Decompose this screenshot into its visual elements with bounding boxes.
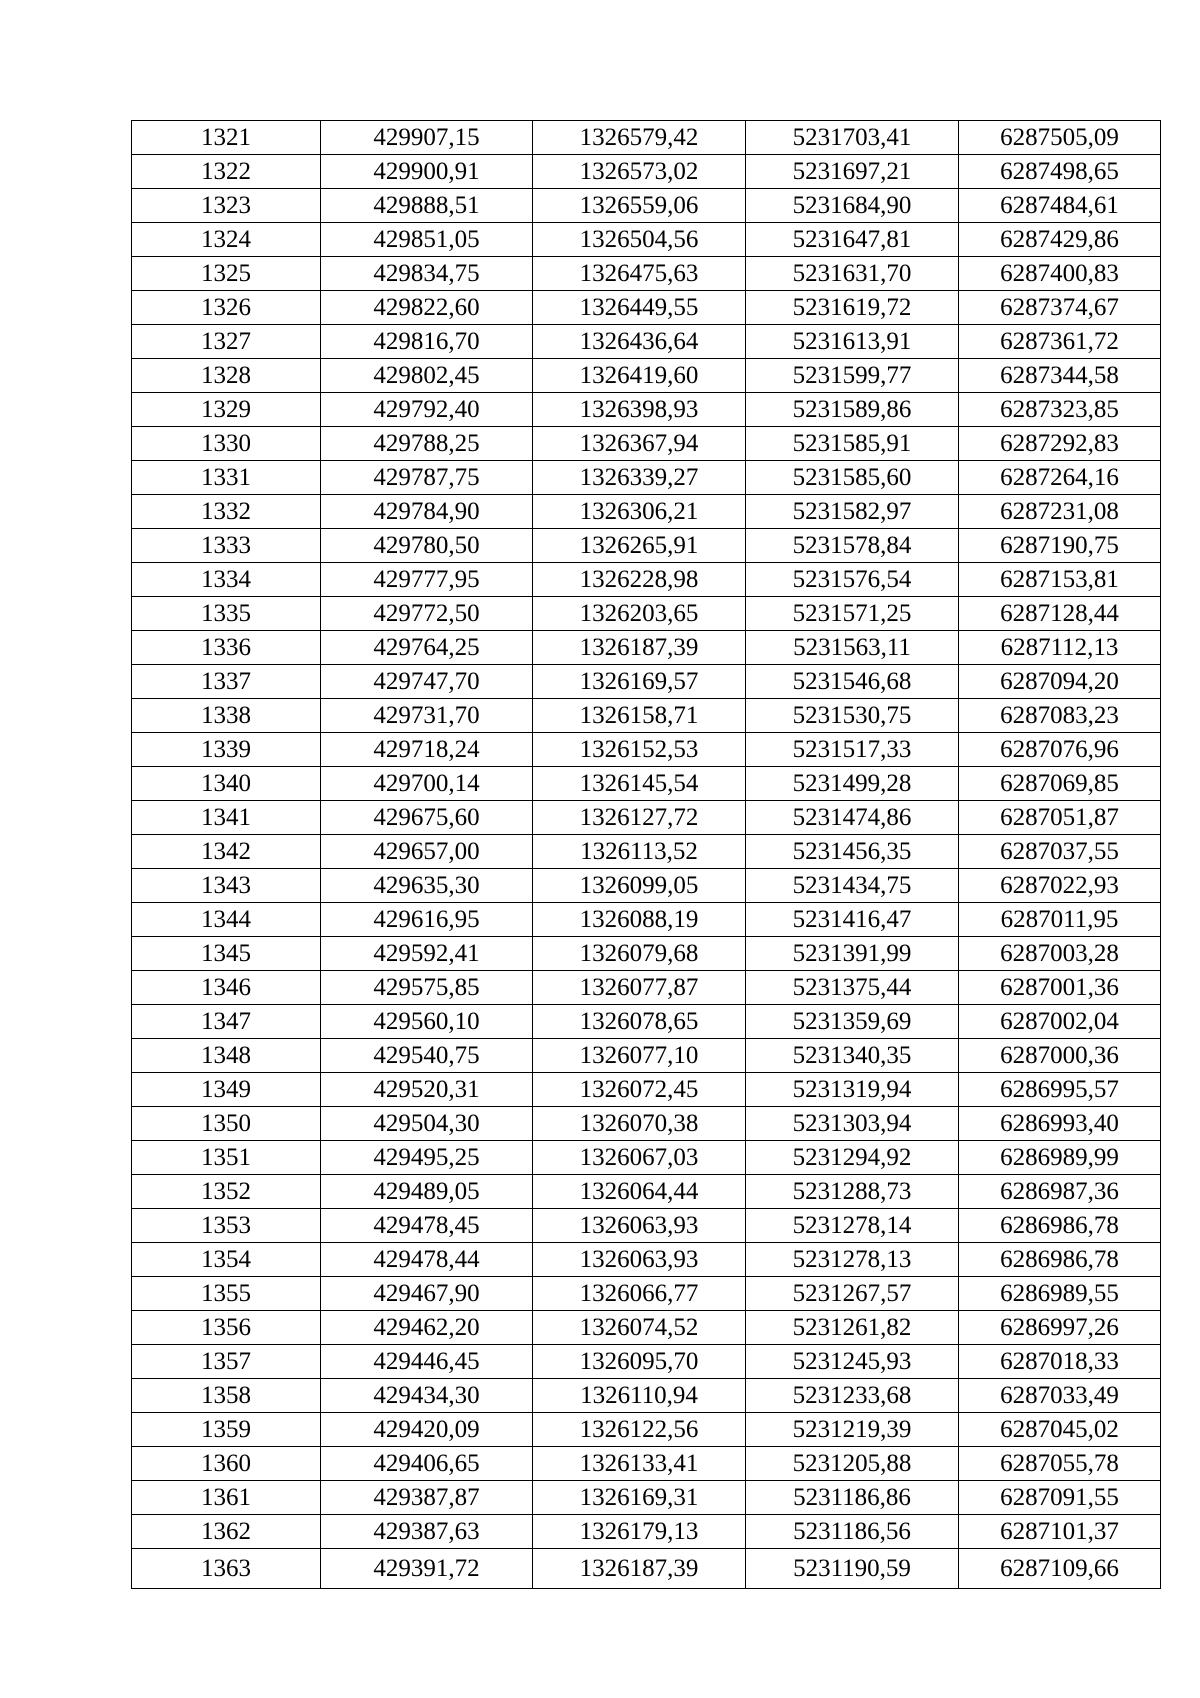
table-cell: 5231391,99 (746, 937, 959, 971)
table-cell: 6287429,86 (959, 223, 1161, 257)
table-cell: 1326064,44 (533, 1175, 746, 1209)
table-cell: 429478,44 (321, 1243, 533, 1277)
point-number-cell: 1343 (132, 869, 321, 903)
table-cell: 429504,30 (321, 1107, 533, 1141)
point-number-cell: 1342 (132, 835, 321, 869)
table-cell: 1326066,77 (533, 1277, 746, 1311)
table-cell: 5231340,35 (746, 1039, 959, 1073)
table-cell: 1326449,55 (533, 291, 746, 325)
table-cell: 6287018,33 (959, 1345, 1161, 1379)
table-cell: 6287400,83 (959, 257, 1161, 291)
table-row (132, 631, 1161, 665)
table-cell: 6287344,58 (959, 359, 1161, 393)
table-cell: 429489,05 (321, 1175, 533, 1209)
table-cell: 6287094,20 (959, 665, 1161, 699)
table-cell: 6287498,65 (959, 155, 1161, 189)
table-cell: 1326133,41 (533, 1447, 746, 1481)
point-number-cell: 1352 (132, 1175, 321, 1209)
point-number-cell: 1345 (132, 937, 321, 971)
point-number-cell: 1336 (132, 631, 321, 665)
table-cell: 1326579,42 (533, 121, 746, 155)
table-cell: 5231375,44 (746, 971, 959, 1005)
table-cell: 6287045,02 (959, 1413, 1161, 1447)
table-cell: 6286997,26 (959, 1311, 1161, 1345)
table-row (132, 1515, 1161, 1549)
table-cell: 1326113,52 (533, 835, 746, 869)
table-cell: 1326078,65 (533, 1005, 746, 1039)
table-row (132, 1141, 1161, 1175)
table-cell: 429406,65 (321, 1447, 533, 1481)
table-cell: 429592,41 (321, 937, 533, 971)
table-cell: 429834,75 (321, 257, 533, 291)
point-number-cell: 1326 (132, 291, 321, 325)
table-cell: 6287374,67 (959, 291, 1161, 325)
table-row (132, 903, 1161, 937)
table-cell: 1326419,60 (533, 359, 746, 393)
table-cell: 1326088,19 (533, 903, 746, 937)
table-cell: 5231697,21 (746, 155, 959, 189)
table-cell: 5231434,75 (746, 869, 959, 903)
table-row (132, 767, 1161, 801)
coordinates-table (131, 120, 1161, 1589)
table-row (132, 427, 1161, 461)
table-cell: 1326077,10 (533, 1039, 746, 1073)
coordinates-table-body (132, 121, 1161, 1589)
table-row (132, 1345, 1161, 1379)
table-cell: 6287033,49 (959, 1379, 1161, 1413)
table-row (132, 291, 1161, 325)
table-cell: 429560,10 (321, 1005, 533, 1039)
table-cell: 1326339,27 (533, 461, 746, 495)
table-row (132, 563, 1161, 597)
table-cell: 1326265,91 (533, 529, 746, 563)
table-cell: 1326559,06 (533, 189, 746, 223)
table-cell: 5231186,86 (746, 1481, 959, 1515)
table-cell: 5231359,69 (746, 1005, 959, 1039)
table-cell: 429900,91 (321, 155, 533, 189)
point-number-cell: 1322 (132, 155, 321, 189)
table-row (132, 1549, 1161, 1589)
table-cell: 6287190,75 (959, 529, 1161, 563)
table-cell: 5231599,77 (746, 359, 959, 393)
table-row (132, 1243, 1161, 1277)
table-cell: 6286995,57 (959, 1073, 1161, 1107)
point-number-cell: 1347 (132, 1005, 321, 1039)
table-row (132, 1277, 1161, 1311)
table-cell: 5231416,47 (746, 903, 959, 937)
point-number-cell: 1329 (132, 393, 321, 427)
table-cell: 6287112,13 (959, 631, 1161, 665)
table-cell: 1326063,93 (533, 1209, 746, 1243)
table-cell: 6287109,66 (959, 1549, 1161, 1589)
table-cell: 1326367,94 (533, 427, 746, 461)
table-cell: 5231578,84 (746, 529, 959, 563)
table-cell: 429520,31 (321, 1073, 533, 1107)
point-number-cell: 1360 (132, 1447, 321, 1481)
table-cell: 1326398,93 (533, 393, 746, 427)
table-cell: 429446,45 (321, 1345, 533, 1379)
table-row (132, 1107, 1161, 1141)
table-cell: 5231499,28 (746, 767, 959, 801)
table-cell: 6286989,99 (959, 1141, 1161, 1175)
table-cell: 5231619,72 (746, 291, 959, 325)
point-number-cell: 1330 (132, 427, 321, 461)
table-cell: 429434,30 (321, 1379, 533, 1413)
table-row (132, 665, 1161, 699)
table-cell: 5231585,91 (746, 427, 959, 461)
table-cell: 5231517,33 (746, 733, 959, 767)
table-cell: 1326074,52 (533, 1311, 746, 1345)
point-number-cell: 1340 (132, 767, 321, 801)
table-row (132, 257, 1161, 291)
point-number-cell: 1350 (132, 1107, 321, 1141)
table-cell: 6287003,28 (959, 937, 1161, 971)
table-cell: 5231585,60 (746, 461, 959, 495)
table-cell: 429387,63 (321, 1515, 533, 1549)
table-cell: 5231190,59 (746, 1549, 959, 1589)
table-cell: 5231703,41 (746, 121, 959, 155)
table-cell: 1326573,02 (533, 155, 746, 189)
table-cell: 5231546,68 (746, 665, 959, 699)
table-row (132, 937, 1161, 971)
table-row (132, 1481, 1161, 1515)
table-cell: 429772,50 (321, 597, 533, 631)
table-cell: 6287001,36 (959, 971, 1161, 1005)
table-cell: 429780,50 (321, 529, 533, 563)
table-cell: 6286993,40 (959, 1107, 1161, 1141)
table-cell: 6287101,37 (959, 1515, 1161, 1549)
table-cell: 5231582,97 (746, 495, 959, 529)
table-cell: 429575,85 (321, 971, 533, 1005)
table-cell: 5231631,70 (746, 257, 959, 291)
table-cell: 5231456,35 (746, 835, 959, 869)
table-cell: 1326436,64 (533, 325, 746, 359)
table-cell: 1326063,93 (533, 1243, 746, 1277)
table-cell: 5231684,90 (746, 189, 959, 223)
table-row (132, 733, 1161, 767)
table-cell: 5231261,82 (746, 1311, 959, 1345)
table-cell: 1326169,31 (533, 1481, 746, 1515)
point-number-cell: 1346 (132, 971, 321, 1005)
table-cell: 1326099,05 (533, 869, 746, 903)
table-cell: 429462,20 (321, 1311, 533, 1345)
table-cell: 429747,70 (321, 665, 533, 699)
table-cell: 429540,75 (321, 1039, 533, 1073)
table-cell: 429802,45 (321, 359, 533, 393)
table-cell: 5231530,75 (746, 699, 959, 733)
table-cell: 6287091,55 (959, 1481, 1161, 1515)
table-cell: 5231278,13 (746, 1243, 959, 1277)
table-row (132, 1005, 1161, 1039)
table-row (132, 801, 1161, 835)
point-number-cell: 1337 (132, 665, 321, 699)
table-row (132, 1311, 1161, 1345)
table-cell: 6287361,72 (959, 325, 1161, 359)
table-cell: 5231571,25 (746, 597, 959, 631)
table-cell: 1326152,53 (533, 733, 746, 767)
table-cell: 429851,05 (321, 223, 533, 257)
point-number-cell: 1362 (132, 1515, 321, 1549)
table-cell: 1326228,98 (533, 563, 746, 597)
table-row (132, 223, 1161, 257)
table-cell: 429822,60 (321, 291, 533, 325)
point-number-cell: 1323 (132, 189, 321, 223)
table-cell: 5231563,11 (746, 631, 959, 665)
table-cell: 429816,70 (321, 325, 533, 359)
table-row (132, 1039, 1161, 1073)
table-row (132, 1073, 1161, 1107)
table-cell: 6287505,09 (959, 121, 1161, 155)
table-cell: 6287292,83 (959, 427, 1161, 461)
table-cell: 429792,40 (321, 393, 533, 427)
point-number-cell: 1357 (132, 1345, 321, 1379)
table-cell: 429700,14 (321, 767, 533, 801)
table-cell: 5231647,81 (746, 223, 959, 257)
table-cell: 5231267,57 (746, 1277, 959, 1311)
table-row (132, 699, 1161, 733)
table-cell: 429777,95 (321, 563, 533, 597)
table-cell: 1326187,39 (533, 631, 746, 665)
table-cell: 6287022,93 (959, 869, 1161, 903)
table-cell: 1326110,94 (533, 1379, 746, 1413)
table-cell: 1326306,21 (533, 495, 746, 529)
table-cell: 1326145,54 (533, 767, 746, 801)
point-number-cell: 1355 (132, 1277, 321, 1311)
table-row (132, 393, 1161, 427)
table-cell: 429478,45 (321, 1209, 533, 1243)
point-number-cell: 1334 (132, 563, 321, 597)
table-row (132, 1175, 1161, 1209)
table-row (132, 155, 1161, 189)
point-number-cell: 1331 (132, 461, 321, 495)
table-cell: 5231613,91 (746, 325, 959, 359)
table-cell: 5231589,86 (746, 393, 959, 427)
table-cell: 429467,90 (321, 1277, 533, 1311)
table-cell: 6287069,85 (959, 767, 1161, 801)
table-row (132, 189, 1161, 223)
table-cell: 429420,09 (321, 1413, 533, 1447)
table-cell: 1326127,72 (533, 801, 746, 835)
table-row (132, 461, 1161, 495)
table-cell: 6287051,87 (959, 801, 1161, 835)
point-number-cell: 1351 (132, 1141, 321, 1175)
point-number-cell: 1344 (132, 903, 321, 937)
table-row (132, 121, 1161, 155)
point-number-cell: 1349 (132, 1073, 321, 1107)
point-number-cell: 1332 (132, 495, 321, 529)
table-cell: 5231303,94 (746, 1107, 959, 1141)
table-cell: 1326203,65 (533, 597, 746, 631)
table-cell: 1326070,38 (533, 1107, 746, 1141)
point-number-cell: 1321 (132, 121, 321, 155)
table-cell: 1326095,70 (533, 1345, 746, 1379)
table-cell: 6287153,81 (959, 563, 1161, 597)
table-cell: 1326067,03 (533, 1141, 746, 1175)
table-cell: 1326504,56 (533, 223, 746, 257)
table-cell: 429888,51 (321, 189, 533, 223)
table-cell: 5231245,93 (746, 1345, 959, 1379)
table-cell: 6287000,36 (959, 1039, 1161, 1073)
table-cell: 429616,95 (321, 903, 533, 937)
table-cell: 429391,72 (321, 1549, 533, 1589)
table-cell: 5231288,73 (746, 1175, 959, 1209)
point-number-cell: 1338 (132, 699, 321, 733)
table-row (132, 1379, 1161, 1413)
table-cell: 429731,70 (321, 699, 533, 733)
table-cell: 5231278,14 (746, 1209, 959, 1243)
table-cell: 5231219,39 (746, 1413, 959, 1447)
table-cell: 6287011,95 (959, 903, 1161, 937)
table-cell: 429787,75 (321, 461, 533, 495)
point-number-cell: 1361 (132, 1481, 321, 1515)
table-row (132, 529, 1161, 563)
table-cell: 429675,60 (321, 801, 533, 835)
table-cell: 6286989,55 (959, 1277, 1161, 1311)
point-number-cell: 1359 (132, 1413, 321, 1447)
table-cell: 1326072,45 (533, 1073, 746, 1107)
table-cell: 1326122,56 (533, 1413, 746, 1447)
table-cell: 429387,87 (321, 1481, 533, 1515)
table-row (132, 1413, 1161, 1447)
table-cell: 429657,00 (321, 835, 533, 869)
table-cell: 5231233,68 (746, 1379, 959, 1413)
point-number-cell: 1341 (132, 801, 321, 835)
table-row (132, 1209, 1161, 1243)
table-cell: 1326079,68 (533, 937, 746, 971)
point-number-cell: 1358 (132, 1379, 321, 1413)
table-cell: 5231474,86 (746, 801, 959, 835)
table-cell: 6287076,96 (959, 733, 1161, 767)
table-cell: 429788,25 (321, 427, 533, 461)
table-cell: 6287055,78 (959, 1447, 1161, 1481)
point-number-cell: 1328 (132, 359, 321, 393)
table-row (132, 495, 1161, 529)
table-cell: 5231576,54 (746, 563, 959, 597)
table-cell: 5231205,88 (746, 1447, 959, 1481)
table-cell: 6287264,16 (959, 461, 1161, 495)
table-row (132, 971, 1161, 1005)
table-cell: 429495,25 (321, 1141, 533, 1175)
table-cell: 6287083,23 (959, 699, 1161, 733)
point-number-cell: 1333 (132, 529, 321, 563)
table-cell: 6286986,78 (959, 1209, 1161, 1243)
table-row (132, 597, 1161, 631)
point-number-cell: 1335 (132, 597, 321, 631)
table-cell: 429718,24 (321, 733, 533, 767)
table-cell: 5231294,92 (746, 1141, 959, 1175)
point-number-cell: 1363 (132, 1549, 321, 1589)
table-cell: 429635,30 (321, 869, 533, 903)
table-cell: 6287231,08 (959, 495, 1161, 529)
table-cell: 1326158,71 (533, 699, 746, 733)
table-cell: 429784,90 (321, 495, 533, 529)
table-cell: 429907,15 (321, 121, 533, 155)
table-cell: 5231319,94 (746, 1073, 959, 1107)
table-cell: 429764,25 (321, 631, 533, 665)
table-cell: 6287037,55 (959, 835, 1161, 869)
point-number-cell: 1353 (132, 1209, 321, 1243)
table-cell: 5231186,56 (746, 1515, 959, 1549)
point-number-cell: 1348 (132, 1039, 321, 1073)
point-number-cell: 1356 (132, 1311, 321, 1345)
point-number-cell: 1327 (132, 325, 321, 359)
point-number-cell: 1339 (132, 733, 321, 767)
table-cell: 6287128,44 (959, 597, 1161, 631)
table-row (132, 359, 1161, 393)
point-number-cell: 1325 (132, 257, 321, 291)
table-cell: 1326187,39 (533, 1549, 746, 1589)
point-number-cell: 1324 (132, 223, 321, 257)
table-cell: 1326077,87 (533, 971, 746, 1005)
table-cell: 6287484,61 (959, 189, 1161, 223)
table-cell: 1326475,63 (533, 257, 746, 291)
table-row (132, 325, 1161, 359)
table-cell: 6286987,36 (959, 1175, 1161, 1209)
table-row (132, 869, 1161, 903)
table-cell: 1326179,13 (533, 1515, 746, 1549)
table-row (132, 835, 1161, 869)
table-cell: 1326169,57 (533, 665, 746, 699)
table-row (132, 1447, 1161, 1481)
table-cell: 6286986,78 (959, 1243, 1161, 1277)
point-number-cell: 1354 (132, 1243, 321, 1277)
table-cell: 6287323,85 (959, 393, 1161, 427)
table-cell: 6287002,04 (959, 1005, 1161, 1039)
